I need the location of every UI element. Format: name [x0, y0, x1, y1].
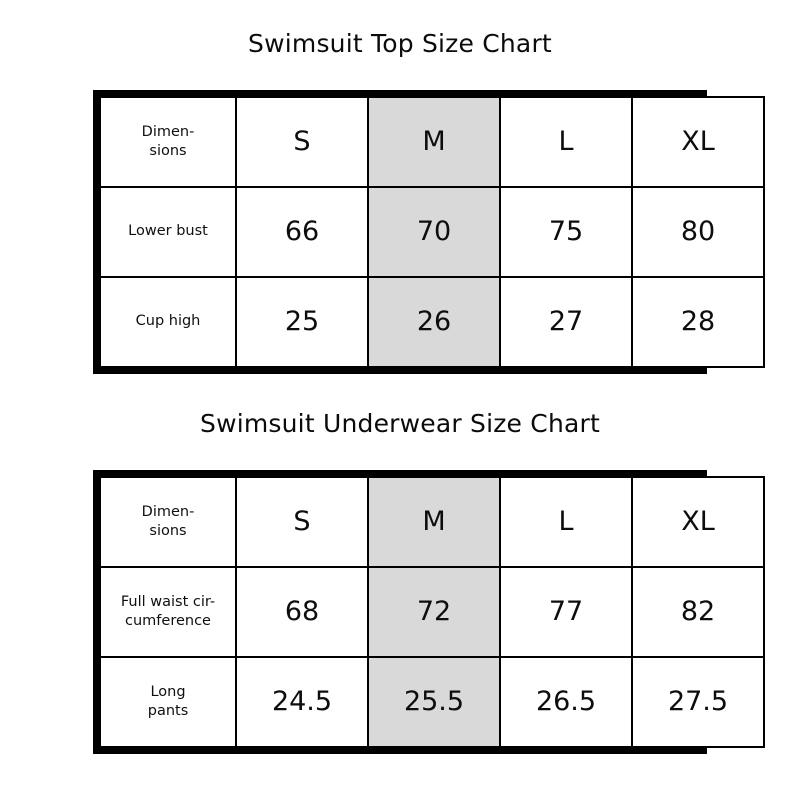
- header-size-xl: XL: [632, 477, 764, 567]
- cell-full-waist-l: 77: [500, 567, 632, 657]
- cell-cup-high-m: 26: [368, 277, 500, 367]
- cell-lower-bust-s: 66: [236, 187, 368, 277]
- size-table-bottom: [99, 476, 765, 748]
- header-size-xl: XL: [632, 97, 764, 187]
- header-dimensions-label: Dimen- sions: [100, 477, 236, 567]
- cell-long-pants-m: 25.5: [368, 657, 500, 747]
- size-table-top-wrapper: [93, 90, 716, 374]
- swimsuit-underwear-size-chart-block: [0, 410, 800, 754]
- header-size-l: L: [500, 477, 632, 567]
- cell-cup-high-s: 25: [236, 277, 368, 367]
- cell-lower-bust-l: 75: [500, 187, 632, 277]
- cell-full-waist-xl: 82: [632, 567, 764, 657]
- row-label-cup-high: Cup high: [100, 277, 236, 367]
- table-header-row: [100, 477, 764, 567]
- cell-full-waist-m: 72: [368, 567, 500, 657]
- cell-cup-high-l: 27: [500, 277, 632, 367]
- size-table-top: [99, 96, 765, 368]
- header-size-s: S: [236, 477, 368, 567]
- table-row: [100, 657, 764, 747]
- cell-lower-bust-xl: 80: [632, 187, 764, 277]
- table-row: [100, 187, 764, 277]
- page-title-bottom: Swimsuit Underwear Size Chart: [200, 409, 600, 438]
- cell-long-pants-xl: 27.5: [632, 657, 764, 747]
- cell-long-pants-s: 24.5: [236, 657, 368, 747]
- header-size-m: M: [368, 477, 500, 567]
- swimsuit-top-size-chart-block: [0, 30, 800, 374]
- cell-cup-high-xl: 28: [632, 277, 764, 367]
- table-header-row: [100, 97, 764, 187]
- size-table-bottom-wrapper: [93, 470, 729, 754]
- cell-lower-bust-m: 70: [368, 187, 500, 277]
- header-size-l: L: [500, 97, 632, 187]
- row-label-long-pants: Long pants: [100, 657, 236, 747]
- page-title-top: Swimsuit Top Size Chart: [248, 29, 552, 58]
- header-size-s: S: [236, 97, 368, 187]
- table-row: [100, 567, 764, 657]
- header-dimensions-label: Dimen- sions: [100, 97, 236, 187]
- row-label-lower-bust: Lower bust: [100, 187, 236, 277]
- row-label-full-waist-circumference: Full waist cir- cumference: [100, 567, 236, 657]
- cell-long-pants-l: 26.5: [500, 657, 632, 747]
- header-size-m: M: [368, 97, 500, 187]
- table-row: [100, 277, 764, 367]
- cell-full-waist-s: 68: [236, 567, 368, 657]
